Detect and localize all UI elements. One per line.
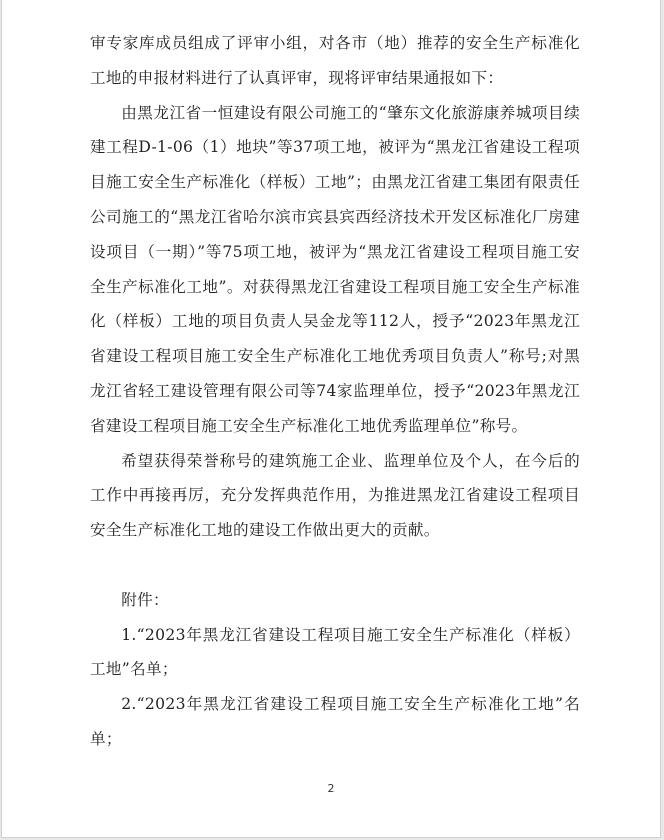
paragraph-intro-continuation: 审专家库成员组成了评审小组，对各市（地）推荐的安全生产标准化工地的申报材料进行了认真评审，现将评审结果通报如下： xyxy=(90,34,580,87)
document-page xyxy=(1,0,661,838)
attachment-item-1: 1.“2023年黑龙江省建设工程项目施工安全生产标准化（样板）工地”名单； xyxy=(90,625,580,679)
spacer xyxy=(90,548,580,583)
page-number: 2 xyxy=(327,782,335,795)
document-body xyxy=(90,26,580,757)
attachment-item-2: 2.“2023年黑龙江省建设工程项目施工安全生产标准化工地”名单； xyxy=(90,695,580,748)
paragraph-closing: 希望获得荣誉称号的建筑施工企业、监理单位及个人，在今后的工作中再接再厉，充分发挥典范作用，为推进黑龙江省建设工程项目安全生产标准化工地的建设工作做出更大的贡献。 xyxy=(90,451,580,540)
attachments-label: 附件： xyxy=(121,590,169,609)
paragraph-results: 由黑龙江省一恒建设有限公司施工的“肇东文化旅游康养城项目续建工程D-1-06（1）地块”等37项工地，被评为“黑龙江省建设工程项目施工安全生产标准化（样板）工地”；由黑龙江省建工集团有限责任公司施工的“黑龙江省哈尔滨市宾县宾西经济技术开发区标准化厂房建设项目（一期）”等75项工地，被评为“黑龙江省建设工程项目施工安全生产标准化工地”。对获得黑龙江省建设工程项目施工安全生产标准化（样板）工地的项目负责人吴金龙等112人，授予“2023年黑龙江省建设工程项目施工安全生产标准化工地优秀项目负责人”称号;对黑龙江省轻工建设管理有限公司等74家监理单位，授予“2023年黑龙江省建设工程项目施工安全生产标准化工地优秀监理单位”称号。 xyxy=(90,103,580,435)
